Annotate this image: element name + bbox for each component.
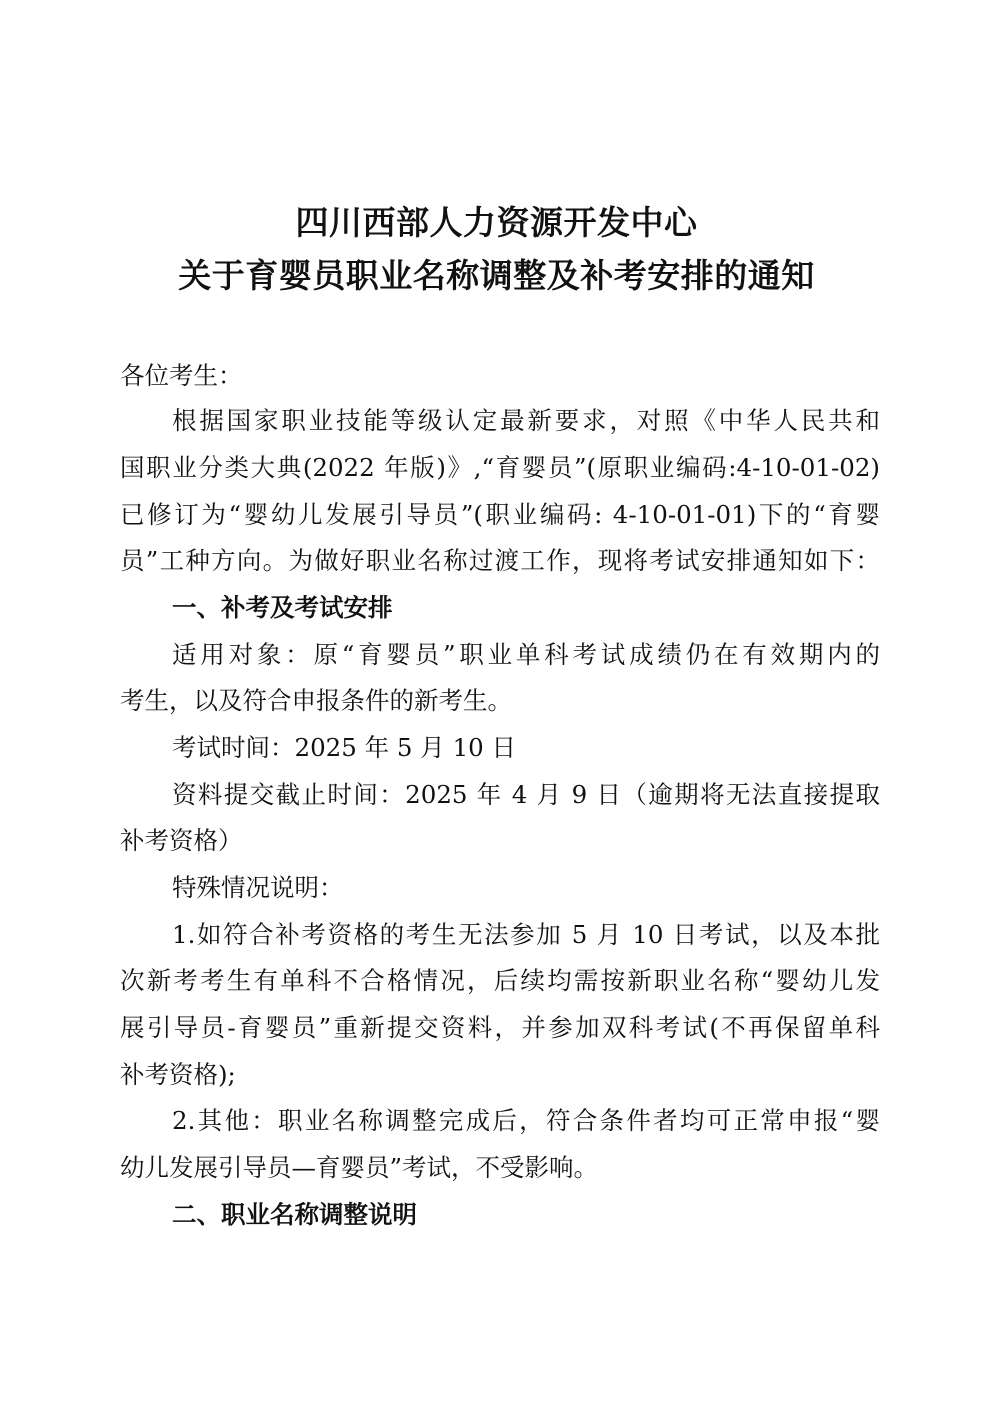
intro-line-2: 国职业分类大典(2022 年版)》,“育婴员”(原职业编码:4-10-01-02)	[120, 453, 880, 482]
target-line-2: 考生，以及符合申报条件的新考生。	[120, 686, 512, 715]
section1-heading: 一、补考及考试安排	[172, 593, 393, 622]
intro-line-1: 根据国家职业技能等级认定最新要求，对照《中华人民共和	[172, 406, 880, 435]
item1-line-3: 展引导员-育婴员”重新提交资料，并参加双科考试(不再保留单科	[120, 1013, 880, 1042]
deadline-line-1: 资料提交截止时间：2025 年 4 月 9 日（逾期将无法直接提取	[172, 780, 880, 809]
deadline-line-2: 补考资格）	[120, 826, 243, 855]
item2-line-2: 幼儿发展引导员—育婴员”考试，不受影响。	[120, 1153, 599, 1182]
item1-line-4: 补考资格);	[120, 1060, 236, 1089]
notice-title-line2: 关于育婴员职业名称调整及补考安排的通知	[178, 256, 815, 295]
target-line-1: 适用对象：原“育婴员”职业单科考试成绩仍在有效期内的	[172, 640, 880, 669]
item1-line-1: 1.如符合补考资格的考生无法参加 5 月 10 日考试，以及本批	[172, 920, 880, 949]
intro-line-3: 已修订为“婴幼儿发展引导员”(职业编码: 4-10-01-01)下的“育婴	[120, 500, 880, 529]
salutation: 各位考生：	[120, 361, 243, 390]
exam-time: 考试时间：2025 年 5 月 10 日	[172, 733, 517, 762]
intro-line-4: 员”工种方向。为做好职业名称过渡工作，现将考试安排通知如下：	[120, 546, 880, 575]
notice-title-line1: 四川西部人力资源开发中心	[295, 203, 698, 242]
section2-heading: 二、职业名称调整说明	[172, 1200, 417, 1229]
item1-line-2: 次新考考生有单科不合格情况，后续均需按新职业名称“婴幼儿发	[120, 966, 880, 995]
item2-line-1: 2.其他：职业名称调整完成后，符合条件者均可正常申报“婴	[172, 1106, 880, 1135]
special-label: 特殊情况说明：	[172, 873, 344, 902]
